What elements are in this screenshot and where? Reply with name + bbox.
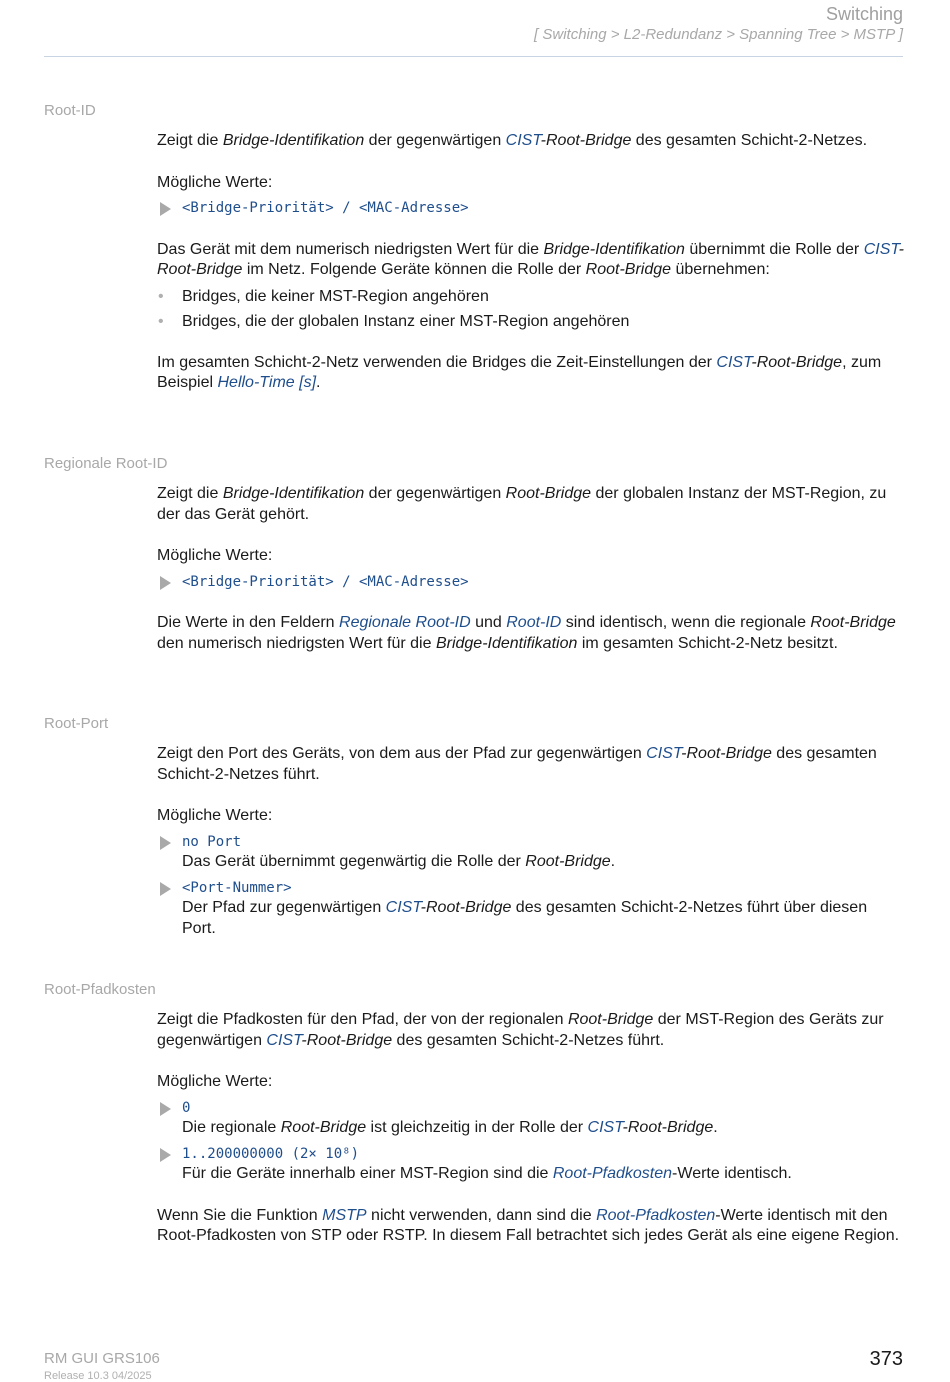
paragraph: Das Gerät mit dem numerisch niedrigsten Wert für die Bridge-Identifikation übernimmt die Rolle der CIST-Root-Bridge im Netz. Folgende Geräte können die Rolle der Root-Bridge übernehmen: bbox=[157, 240, 904, 278]
link-cist[interactable]: CIST bbox=[863, 240, 899, 258]
section-label-root-pfadkosten: Root-Pfadkosten bbox=[44, 981, 156, 998]
section-body-regionale-root-id bbox=[157, 484, 904, 654]
link-cist[interactable]: CIST bbox=[646, 745, 682, 762]
link-cist[interactable]: CIST bbox=[587, 1119, 623, 1136]
triangle-bullet-icon bbox=[160, 1102, 171, 1116]
paragraph: Die Werte in den Feldern Regionale Root-ID und Root-ID sind identisch, wenn die regionale Root-Bridge den numerisch niedrigsten Wert für die Bridge-Identifikation im gesamten Schicht-2-Netz besitzt. bbox=[157, 614, 896, 652]
chapter-title: Switching bbox=[825, 4, 903, 24]
link-root-pfadkosten[interactable]: Root-Pfadkosten bbox=[596, 1206, 716, 1224]
value-item: <Bridge-Priorität> / <MAC-Adresse> bbox=[157, 198, 904, 219]
section-label-root-port: Root-Port bbox=[44, 715, 109, 732]
link-regionale-root-id[interactable]: Regionale Root-ID bbox=[339, 614, 471, 631]
section-body-root-pfadkosten bbox=[157, 1010, 904, 1247]
header-divider bbox=[44, 56, 903, 57]
bullet-dot-icon: • bbox=[158, 287, 164, 305]
triangle-bullet-icon bbox=[160, 882, 171, 896]
link-cist[interactable]: CIST bbox=[716, 353, 752, 371]
value-item: <Bridge-Priorität> / <MAC-Adresse> bbox=[157, 572, 904, 593]
link-root-pfadkosten[interactable]: Root-Pfadkosten bbox=[552, 1165, 673, 1182]
list-item: • Bridges, die der globalen Instanz einer MST-Region angehören bbox=[157, 312, 904, 333]
section-label-regionale-root-id: Regionale Root-ID bbox=[44, 455, 168, 472]
footer-document-name: RM GUI GRS106 bbox=[44, 1350, 160, 1367]
link-hello-time[interactable]: Hello-Time [s] bbox=[217, 374, 317, 391]
link-cist[interactable]: CIST bbox=[266, 1031, 302, 1049]
paragraph: Im gesamten Schicht-2-Netz verwenden die Bridges die Zeit-Einstellungen der CIST-Root-Bridge, zum Beispiel Hello-Time [s]. bbox=[157, 353, 882, 391]
section-label-root-id: Root-ID bbox=[44, 102, 96, 119]
bullet-dot-icon: • bbox=[158, 313, 164, 330]
value-item: no Port Das Gerät übernimmt gegenwärtig die Rolle der Root-Bridge. bbox=[157, 832, 904, 873]
triangle-bullet-icon bbox=[160, 1148, 171, 1162]
section-body-root-id bbox=[157, 131, 904, 394]
breadcrumb: [ Switching > L2-Redundanz > Spanning Tree > MSTP ] bbox=[534, 26, 903, 43]
possible-values-label: Mögliche Werte: bbox=[157, 807, 273, 824]
link-root-id[interactable]: Root-ID bbox=[506, 614, 562, 631]
value-item: 0 Die regionale Root-Bridge ist gleichzeitig in der Rolle der CIST-Root-Bridge. bbox=[157, 1098, 904, 1139]
link-cist[interactable]: CIST bbox=[385, 899, 421, 916]
paragraph: Zeigt die Bridge-Identifikation der gegenwärtigen Root-Bridge der globalen Instanz der MST-Region, zu der das Gerät gehört. bbox=[157, 485, 887, 523]
list-item: • Bridges, die keiner MST-Region angehören bbox=[157, 287, 904, 308]
value-item: 1..200000000 (2× 10⁸) Für die Geräte innerhalb einer MST-Region sind die Root-Pfadkosten-Werte identisch. bbox=[157, 1144, 904, 1185]
possible-values-label: Mögliche Werte: bbox=[157, 547, 273, 564]
possible-values-label: Mögliche Werte: bbox=[157, 1073, 273, 1090]
triangle-bullet-icon bbox=[160, 836, 171, 850]
value-item: <Port-Nummer> Der Pfad zur gegenwärtigen CIST-Root-Bridge des gesamten Schicht-2-Netzes führt über diesen Port. bbox=[157, 878, 904, 940]
link-mstp[interactable]: MSTP bbox=[322, 1206, 367, 1224]
paragraph: Zeigt die Pfadkosten für den Pfad, der von der regionalen Root-Bridge der MST-Region des Geräts zur gegenwärtigen CIST-Root-Bridge des gesamten Schicht-2-Netzes führt. bbox=[157, 1011, 884, 1049]
triangle-bullet-icon bbox=[160, 576, 171, 590]
footer-release: Release 10.3 04/2025 bbox=[44, 1370, 152, 1382]
link-cist[interactable]: CIST bbox=[505, 132, 541, 149]
paragraph: Zeigt den Port des Geräts, von dem aus der Pfad zur gegenwärtigen CIST-Root-Bridge des gesamten Schicht-2-Netzes führt. bbox=[157, 745, 877, 783]
section-body-root-port bbox=[157, 744, 904, 939]
possible-values-label: Mögliche Werte: bbox=[157, 173, 273, 191]
paragraph: Zeigt die Bridge-Identifikation der gegenwärtigen CIST-Root-Bridge des gesamten Schicht-2-Netzes. bbox=[157, 132, 868, 149]
triangle-bullet-icon bbox=[160, 202, 171, 216]
page-number: 373 bbox=[869, 1348, 903, 1370]
paragraph: Wenn Sie die Funktion MSTP nicht verwenden, dann sind die Root-Pfadkosten-Werte identisch mit den Root-Pfadkosten von STP oder RSTP. In diesem Fall betrachtet sich jedes Gerät als eine eigene Region. bbox=[157, 1206, 900, 1244]
